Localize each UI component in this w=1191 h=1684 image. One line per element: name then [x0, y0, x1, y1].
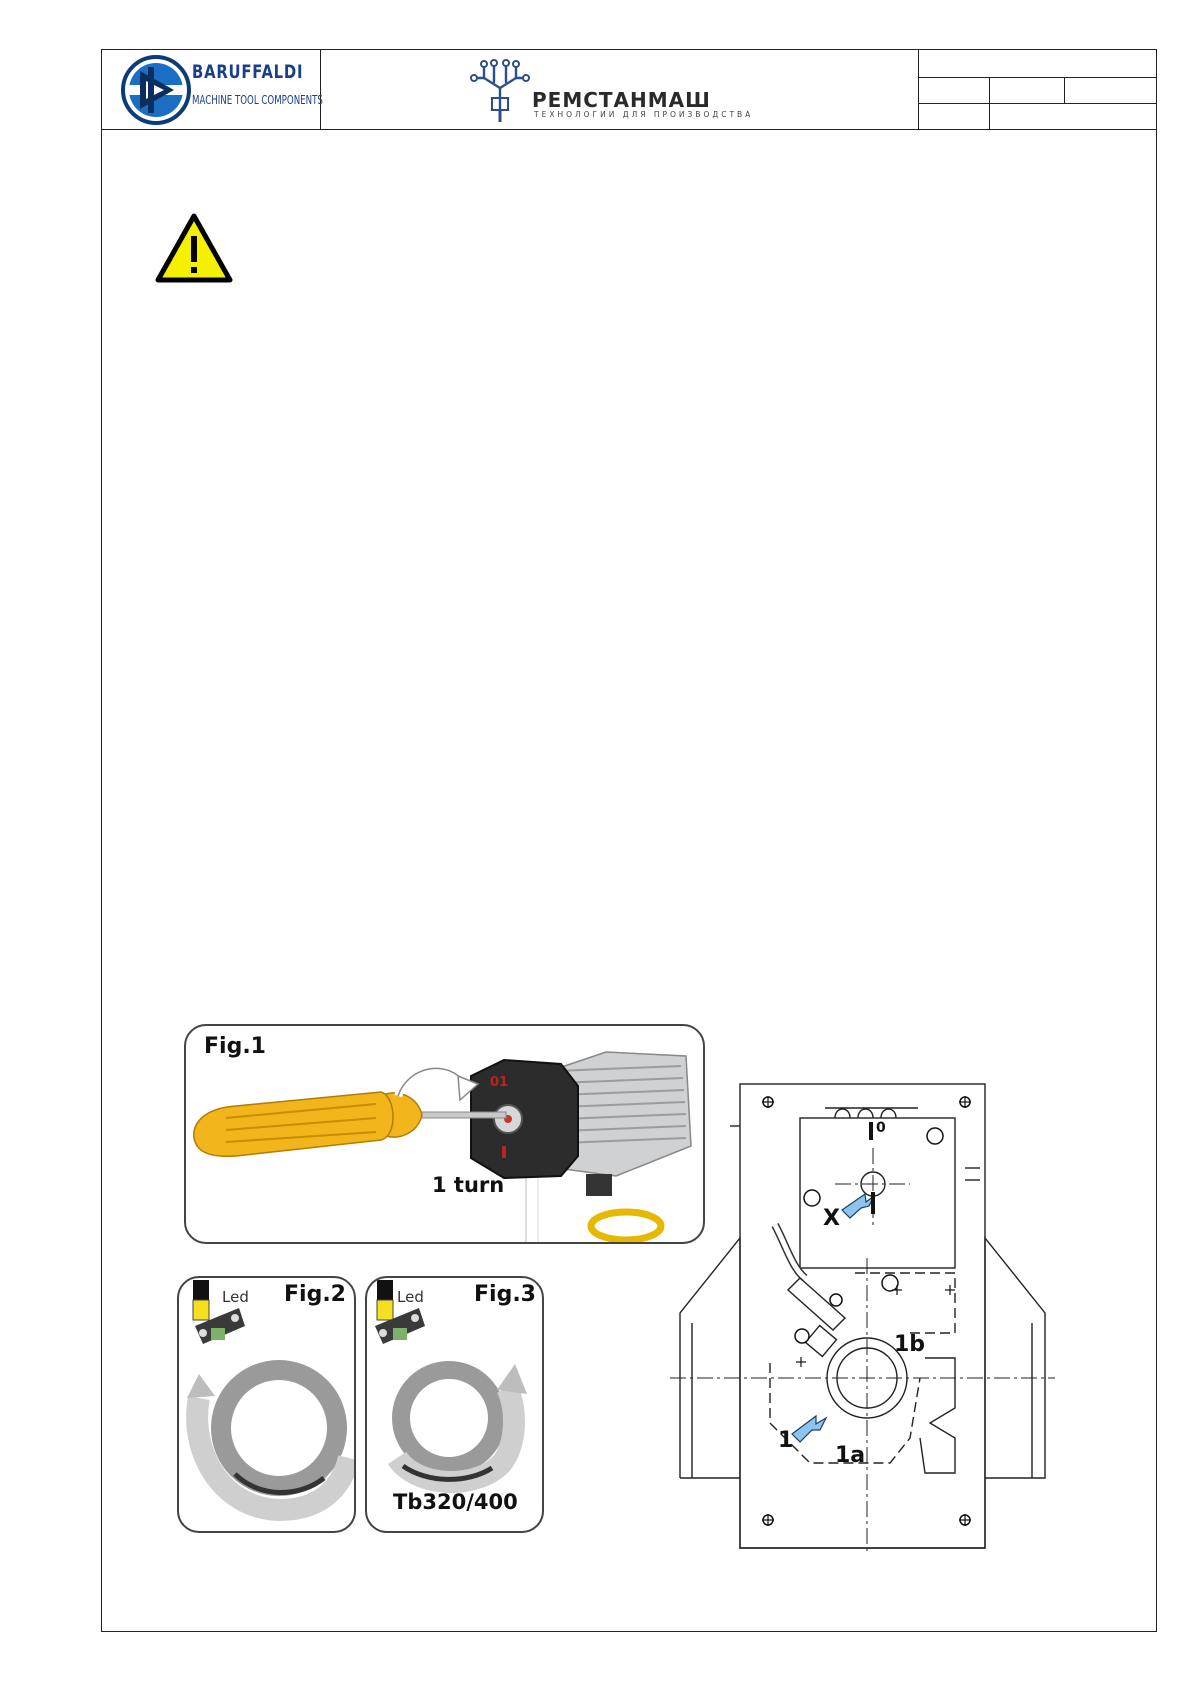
drawing-label-1a: 1a [835, 1443, 866, 1468]
figure-2-led-label: Led [222, 1288, 249, 1306]
figure-3-led-label: Led [397, 1288, 424, 1306]
sensor-clockwise-illustration [179, 1278, 356, 1533]
figure-1-title: Fig.1 [204, 1034, 266, 1059]
remstanmash-tagline: ТЕХНОЛОГИИ ДЛЯ ПРОИЗВОДСТВА [534, 110, 754, 119]
circuit-tree-icon [470, 58, 530, 124]
baruffaldi-subline: MACHINE TOOL COMPONENTS [192, 93, 323, 107]
header-col-divider-1 [320, 49, 321, 129]
drawing-label-x: X [823, 1206, 840, 1231]
indexing-head-drawing [660, 1078, 1060, 1556]
figure-3-title: Fig.3 [474, 1282, 536, 1307]
drawing-label-1b: 1b [894, 1332, 926, 1357]
baruffaldi-brand: BARUFFALDI [192, 61, 304, 83]
header-row-line-1 [918, 77, 1157, 78]
warning-triangle-icon [155, 212, 233, 284]
figure-3-model-label: Tb320/400 [393, 1490, 518, 1514]
header-cell-divider-1 [989, 77, 990, 129]
technical-drawing [660, 1078, 1060, 1556]
svg-text:01: 01 [490, 1075, 509, 1090]
header-row-line-2 [918, 103, 1157, 104]
figure-2 [177, 1276, 356, 1533]
remstanmash-brand: РЕМСТАНМАШ [532, 88, 711, 112]
one-turn-label: 1 turn [432, 1173, 505, 1197]
drawing-label-zero: 0 [876, 1120, 886, 1136]
remstanmash-logo [470, 58, 754, 124]
figure-1 [184, 1024, 705, 1244]
drawing-label-1: 1 [778, 1428, 794, 1453]
header-col-divider-2 [918, 49, 919, 129]
motor-screwdriver-illustration [186, 1026, 705, 1244]
figure-2-title: Fig.2 [284, 1282, 346, 1307]
figure-3 [365, 1276, 544, 1533]
header-cell-divider-2 [1064, 77, 1065, 103]
header-divider [101, 129, 1157, 130]
baruffaldi-logo [120, 55, 323, 125]
